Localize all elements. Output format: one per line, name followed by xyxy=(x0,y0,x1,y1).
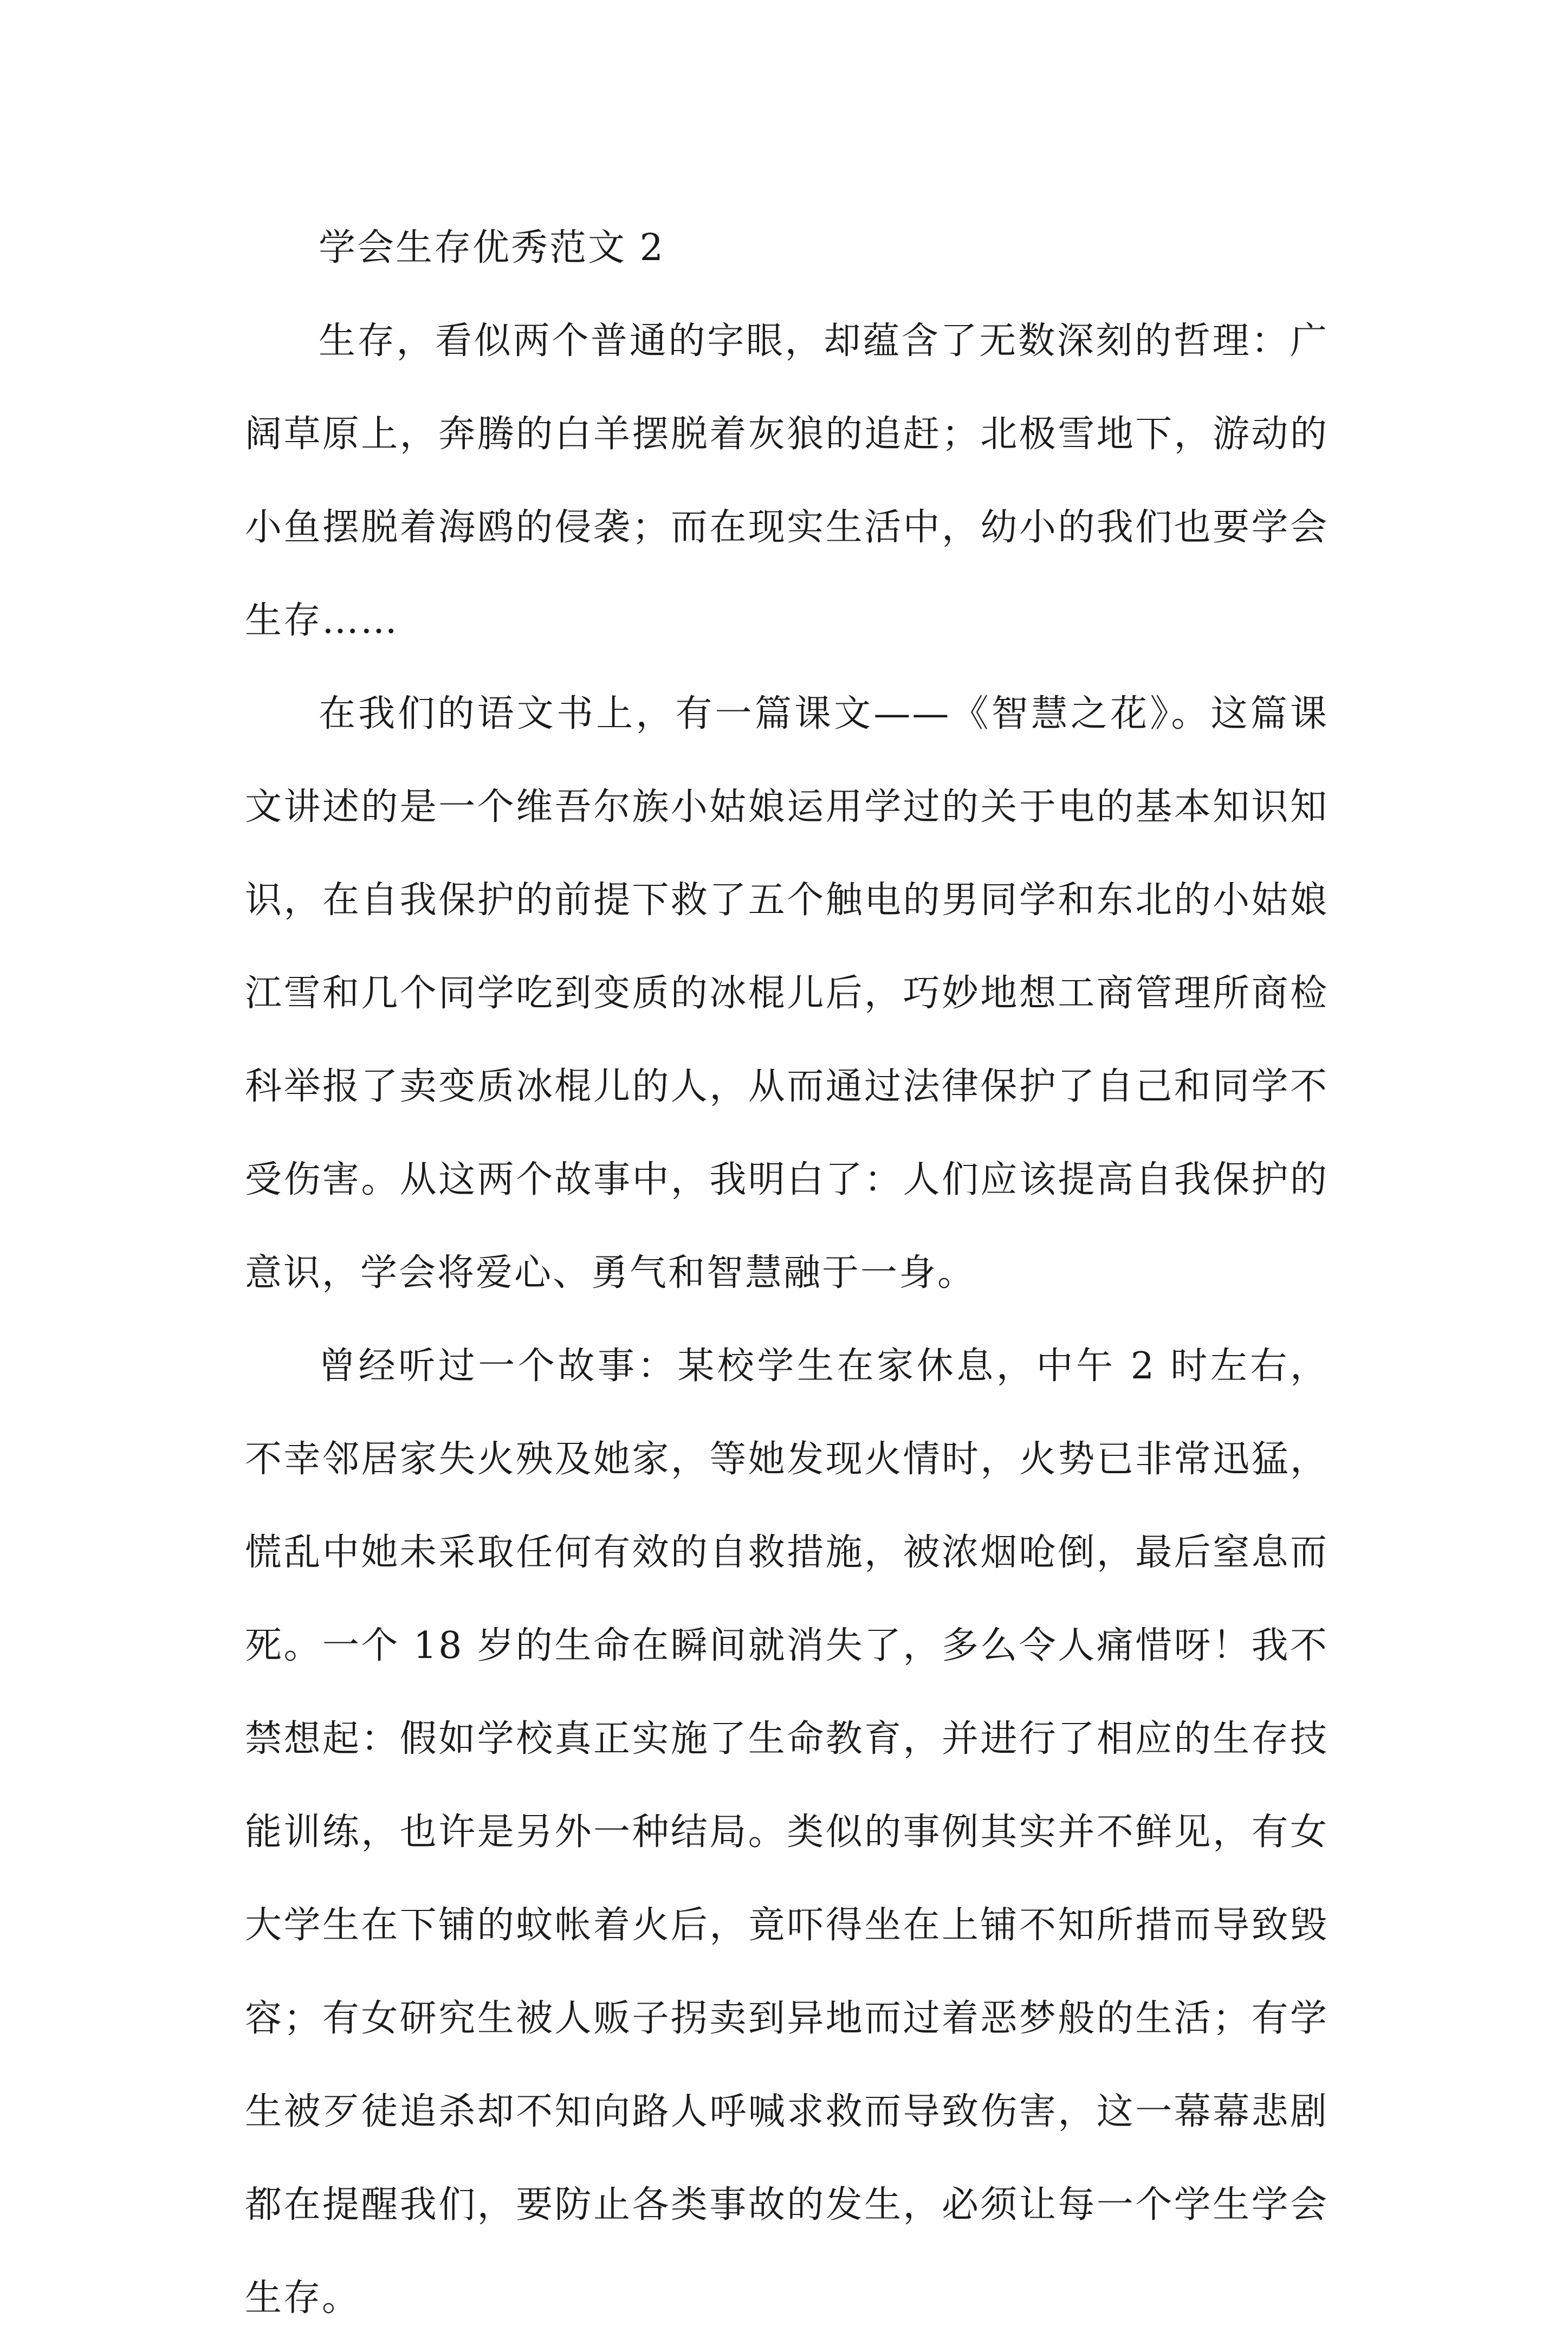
paragraph-1: 生存，看似两个普通的字眼，却蕴含了无数深刻的哲理：广阔草原上，奔腾的白羊摆脱着灰狼的追赶；北极雪地下，游动的小鱼摆脱着海鸥的侵袭；而在现实生活中，幼小的我们也要学会生存…… xyxy=(245,320,1329,642)
paragraph-3: 曾经听过一个故事：某校学生在家休息，中午 2 时左右，不幸邻居家失火殃及她家，等她发现火情时，火势已非常迅猛，慌乱中她未采取任何有效的自救措施，被浓烟呛倒，最后窒息而死。一个 18 岁的生命在瞬间就消失了，多么令人痛惜呀！我不禁想起：假如学校真正实施了生命教育，并进行了相应的生存技能训练，也许是另外一种结局。类似的事例其实并不鲜见，有女大学生在下铺的蚊帐着火后，竟吓得坐在上铺不知所措而导致毁容；有女研究生被人贩子拐卖到异地而过着恶梦般的生活；有学生被歹徒追杀却不知向路人呼喊求救而导致伤害，这一幕幕悲剧都在提醒我们，要防止各类事故的发生，必须让每一个学生学会生存。 xyxy=(245,1345,1329,2320)
document-body xyxy=(245,202,1329,2345)
document-title: 学会生存优秀范文 2 xyxy=(319,226,665,269)
paragraph-2: 在我们的语文书上，有一篇课文——《智慧之花》。这篇课文讲述的是一个维吾尔族小姑娘运用学过的关于电的基本知识知识，在自我保护的前提下救了五个触电的男同学和东北的小姑娘江雪和几个同学吃到变质的冰棍儿后，巧妙地想工商管理所商检科举报了卖变质冰棍儿的人，从而通过法律保护了自己和同学不受伤害。从这两个故事中，我明白了：人们应该提高自我保护的意识，学会将爱心、勇气和智慧融于一身。 xyxy=(245,692,1329,1294)
